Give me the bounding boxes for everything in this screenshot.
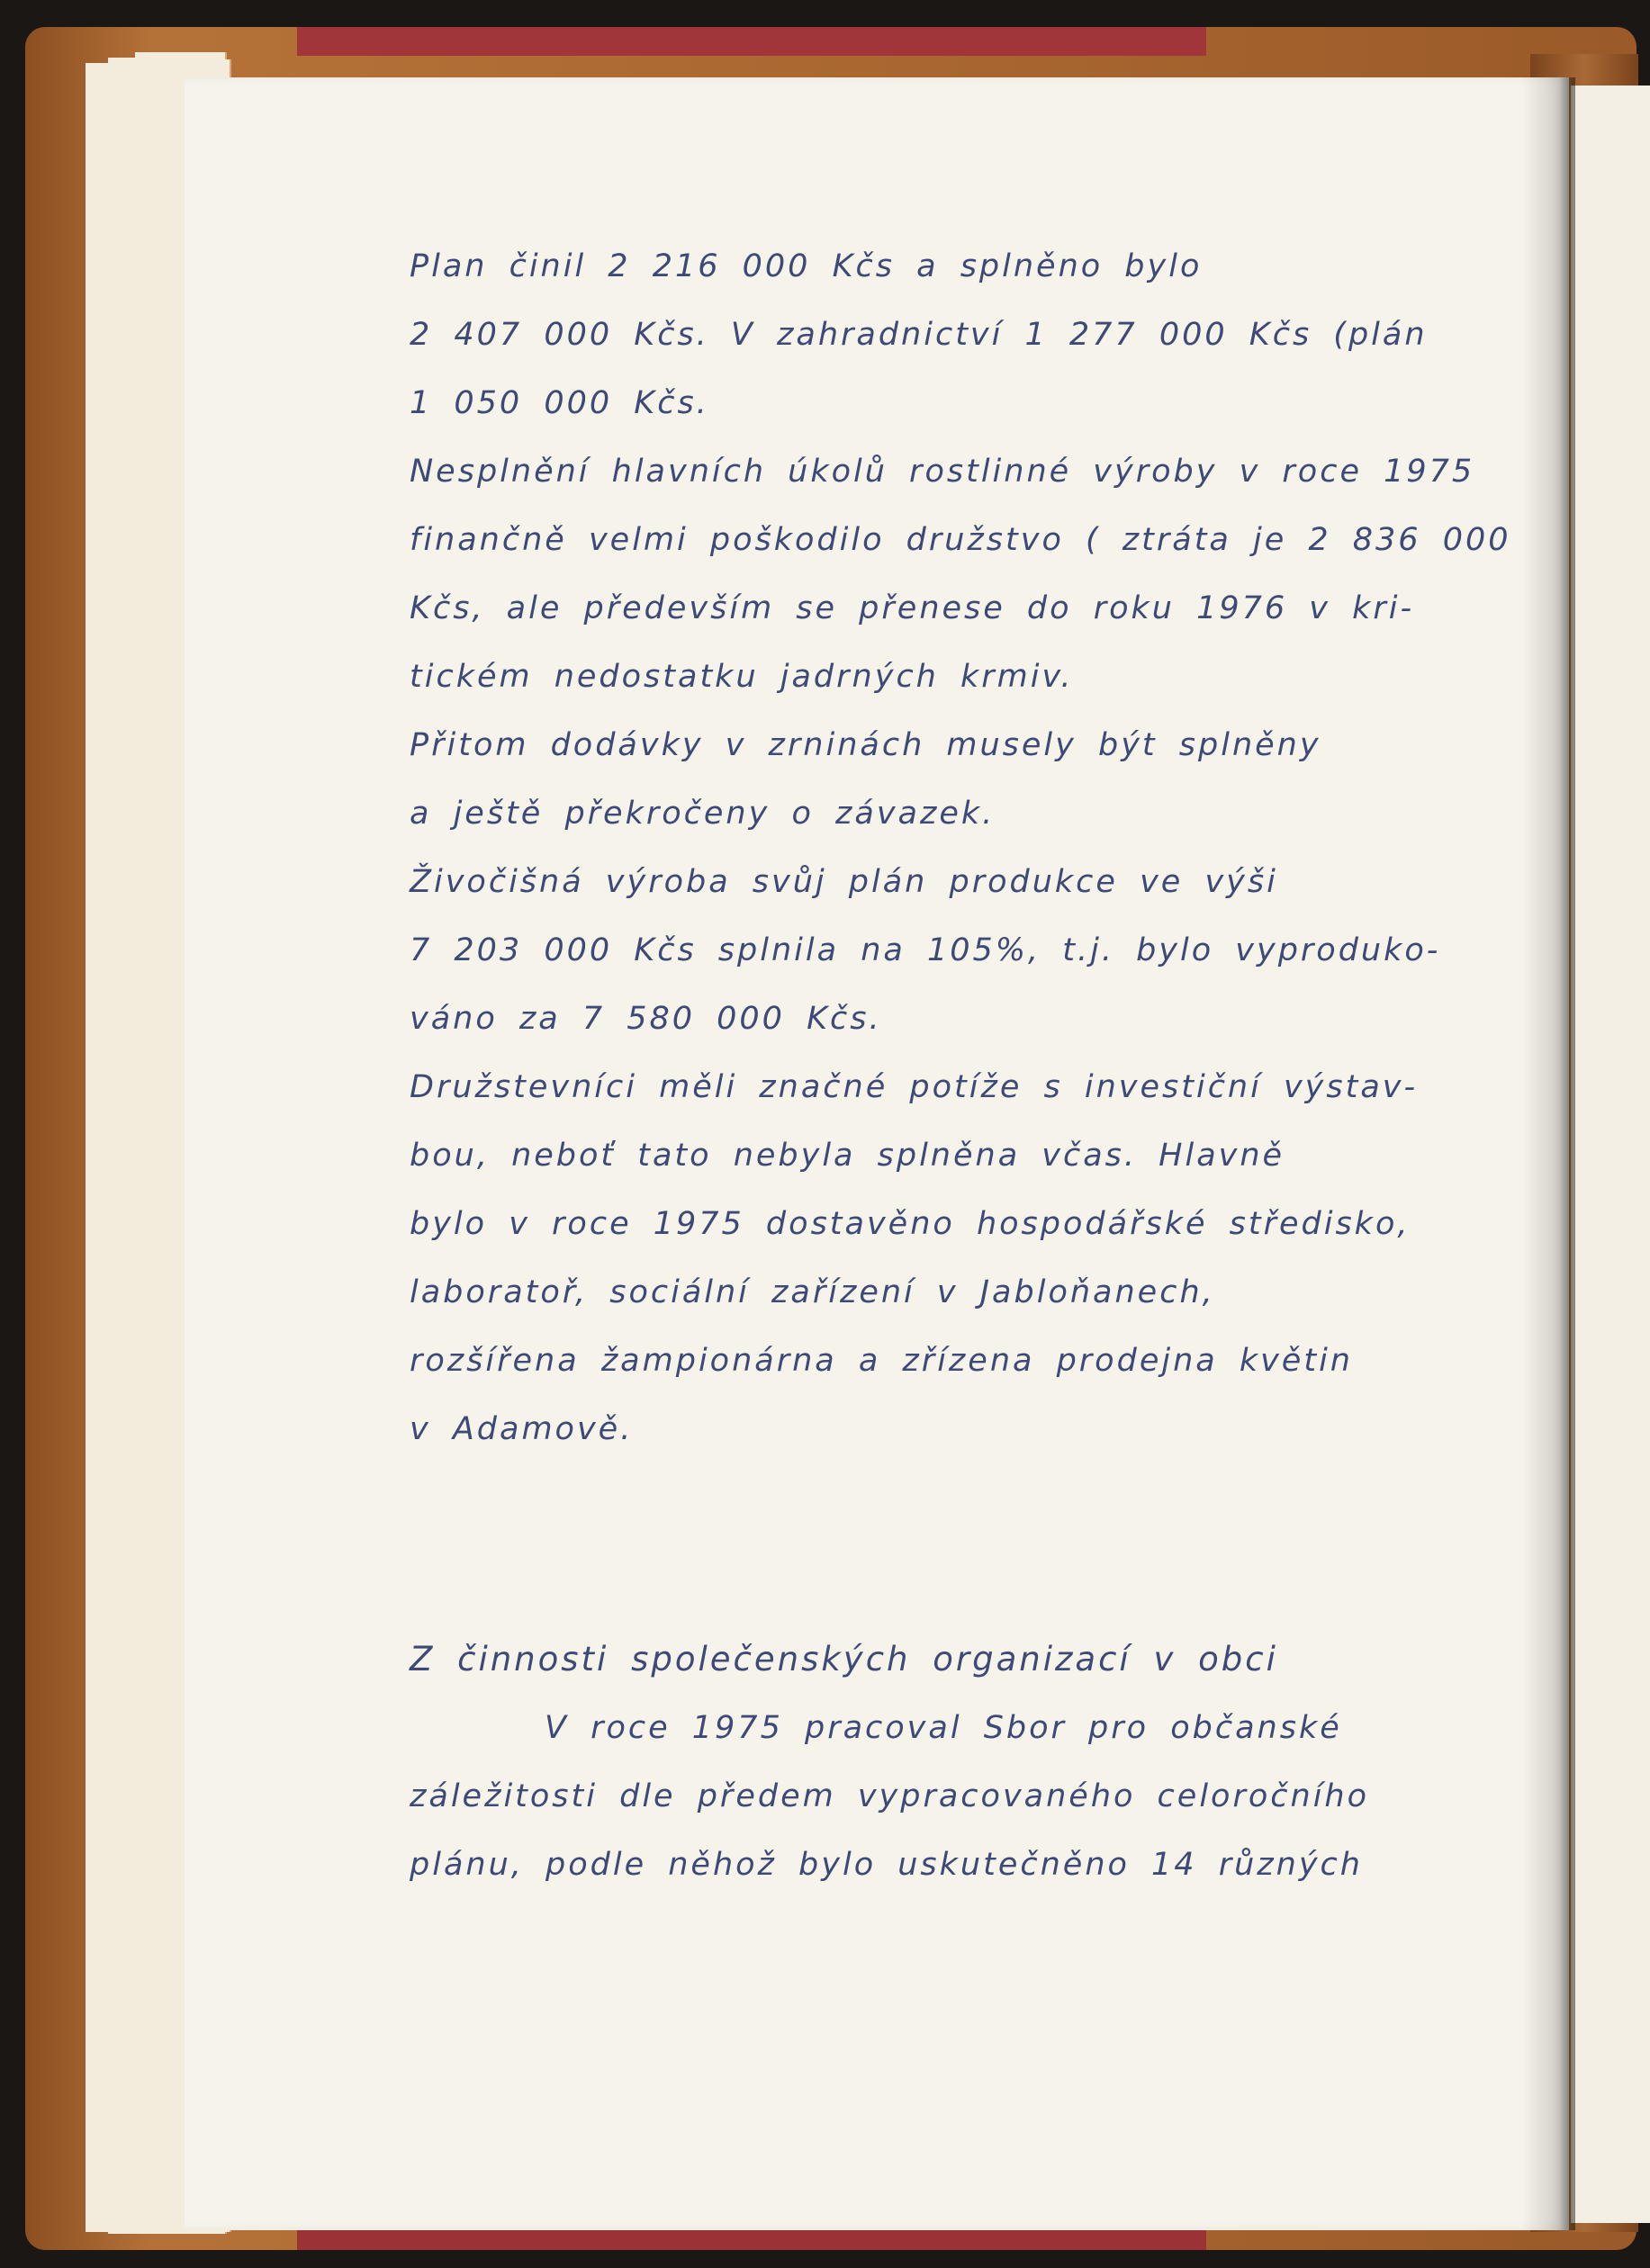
text-line: laboratoř, sociální zařízení v Jabloňanech, xyxy=(410,1274,1215,1310)
text-line: plánu, podle něhož bylo uskutečněno 14 různých xyxy=(410,1847,1363,1883)
section-heading: Z činnosti společenských organizací v obci xyxy=(410,1640,1278,1678)
text-line: bylo v roce 1975 dostavěno hospodářské středisko, xyxy=(410,1206,1411,1242)
text-line: finančně velmi poškodilo družstvo ( ztráta je 2 836 000 xyxy=(410,522,1511,558)
text-line: Nesplnění hlavních úkolů rostlinné výroby v roce 1975 xyxy=(410,454,1475,490)
paragraph-block xyxy=(410,232,1511,1463)
text-line: a ještě překročeny o závazek. xyxy=(410,796,996,832)
text-line: Přitom dodávky v zrninách musely být splněny xyxy=(410,727,1321,763)
text-line: 7 203 000 Kčs splnila na 105%, t.j. bylo vyproduko- xyxy=(410,932,1441,968)
text-line: Živočišná výroba svůj plán produkce ve výši xyxy=(410,864,1278,900)
text-line: tickém nedostatku jadrných krmiv. xyxy=(410,659,1074,695)
text-line: rozšířena žampionárna a zřízena prodejna květin xyxy=(410,1343,1353,1379)
page-gutter xyxy=(1521,77,1575,2230)
section-block xyxy=(410,1625,1463,1899)
text-line: záležitosti dle předem vypracovaného celoročního xyxy=(410,1778,1370,1814)
text-line: 2 407 000 Kčs. V zahradnictví 1 277 000 Kčs (plán xyxy=(410,317,1428,353)
facing-page-edge xyxy=(1571,86,1650,2223)
text-line: Plan činil 2 216 000 Kčs a splněno bylo xyxy=(410,248,1203,284)
text-line: váno za 7 580 000 Kčs. xyxy=(410,1001,882,1037)
text-line: bou, neboť tato nebyla splněna včas. Hlavně xyxy=(410,1138,1285,1174)
text-line: v Adamově. xyxy=(410,1411,634,1447)
text-line: Kčs, ale především se přenese do roku 1976 v kri- xyxy=(410,590,1415,626)
cover-cloth-top xyxy=(297,27,1206,56)
handwritten-text xyxy=(410,232,1511,1899)
text-line: V roce 1975 pracoval Sbor pro občanské xyxy=(545,1710,1342,1746)
section-gap xyxy=(410,1463,1463,1625)
text-line: 1 050 000 Kčs. xyxy=(410,385,709,421)
text-line: Družstevníci měli značné potíže s investiční výstav- xyxy=(410,1069,1419,1105)
